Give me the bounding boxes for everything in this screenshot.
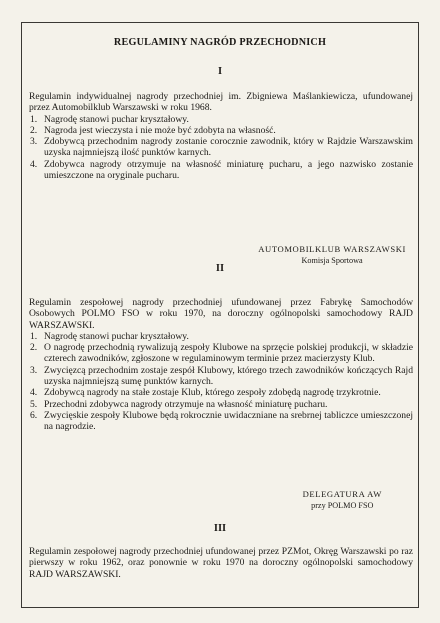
list-item: 2. Nagroda jest wieczysta i nie może być zdobyta na własność. xyxy=(30,124,276,136)
list-item: 1. Nagrodę stanowi puchar kryształowy. xyxy=(30,330,189,342)
list-item: 3. Zwycięzcą przechodnim zostaje zespół Klubowy, którego trzech zawodników kończących Rajd uzyska najmniejszą sumę punktów karnych. xyxy=(30,364,413,388)
list-item: 2. O nagrodę przechodnią rywalizują zespoły Klubowe na sprzęcie polskiej produkcji, w składzie czterech zawodników, zgłoszone w regulaminowym terminie przez macierzysty Klub. xyxy=(30,342,413,365)
signature-sub: przy POLMO FSO xyxy=(311,501,374,510)
section-2-intro: Regulamin zespołowej nagrody przechodniej ufundowanej przez Fabrykę Samochodów Osobowych POLMO FSO w roku 1970, na doroczny ogólnopolski samochodowy RAJD WARSZAWSKI. xyxy=(29,297,413,331)
list-item: 4. Zdobywcą nagrody na stałe zostaje Klub, którego zespoły zdobędą nagrodę trzykrotnie. xyxy=(30,387,381,399)
section-3-numeral: III xyxy=(213,523,227,534)
list-item: 4. Zdobywca nagrody otrzymuje na własność miniaturę pucharu, a jego nazwisko zostanie umieszczone na oryginale pucharu. xyxy=(30,158,413,182)
list-item: 3. Zdobywcą przechodnim nagrody zostanie corocznie zawodnik, który w Rajdzie Warszawskim uzyska najmniejszą ilość punktów karnych. xyxy=(30,136,413,159)
signature-org: AUTOMOBILKLUB WARSZAWSKI xyxy=(258,244,406,254)
section-1-signature xyxy=(258,244,406,265)
section-1-numeral: I xyxy=(217,66,223,77)
section-2-signature xyxy=(303,489,382,510)
section-1-list xyxy=(29,114,413,182)
signature-sub: Komisja Sportowa xyxy=(301,256,363,265)
section-1-body xyxy=(29,91,413,181)
document-title: REGULAMINY NAGRÓD PRZECHODNICH xyxy=(113,37,327,48)
list-item: 1. Nagrodę stanowi puchar kryształowy. xyxy=(30,113,189,125)
list-item: 5. Przechodni zdobywca nagrody otrzymuje na własność miniaturę pucharu. xyxy=(30,398,328,410)
section-2-list xyxy=(29,331,413,433)
section-2-body xyxy=(29,297,413,433)
list-item: 6. Zwycięskie zespoły Klubowe będą rokrocznie uwidaczniane na srebrnej tabliczce umieszczonej na nagrodzie. xyxy=(30,409,413,433)
signature-org: DELEGATURA AW xyxy=(302,489,382,499)
section-1-intro: Regulamin indywidualnej nagrody przechodniej im. Zbigniewa Maślankiewicza, ufundowanej przez Automobilklub Warszawski w roku 1968. xyxy=(29,91,413,114)
section-2-numeral: II xyxy=(215,263,225,274)
section-3-intro: Regulamin zespołowej nagrody przechodniej ufundowanej przez PZMot, Okręg Warszawski po raz pierwszy w roku 1962, oraz ponownie w roku 1970 na doroczny ogólnopolski samochodowy RAJD WARSZAWSKI. xyxy=(29,546,413,580)
section-3-body xyxy=(29,546,413,580)
